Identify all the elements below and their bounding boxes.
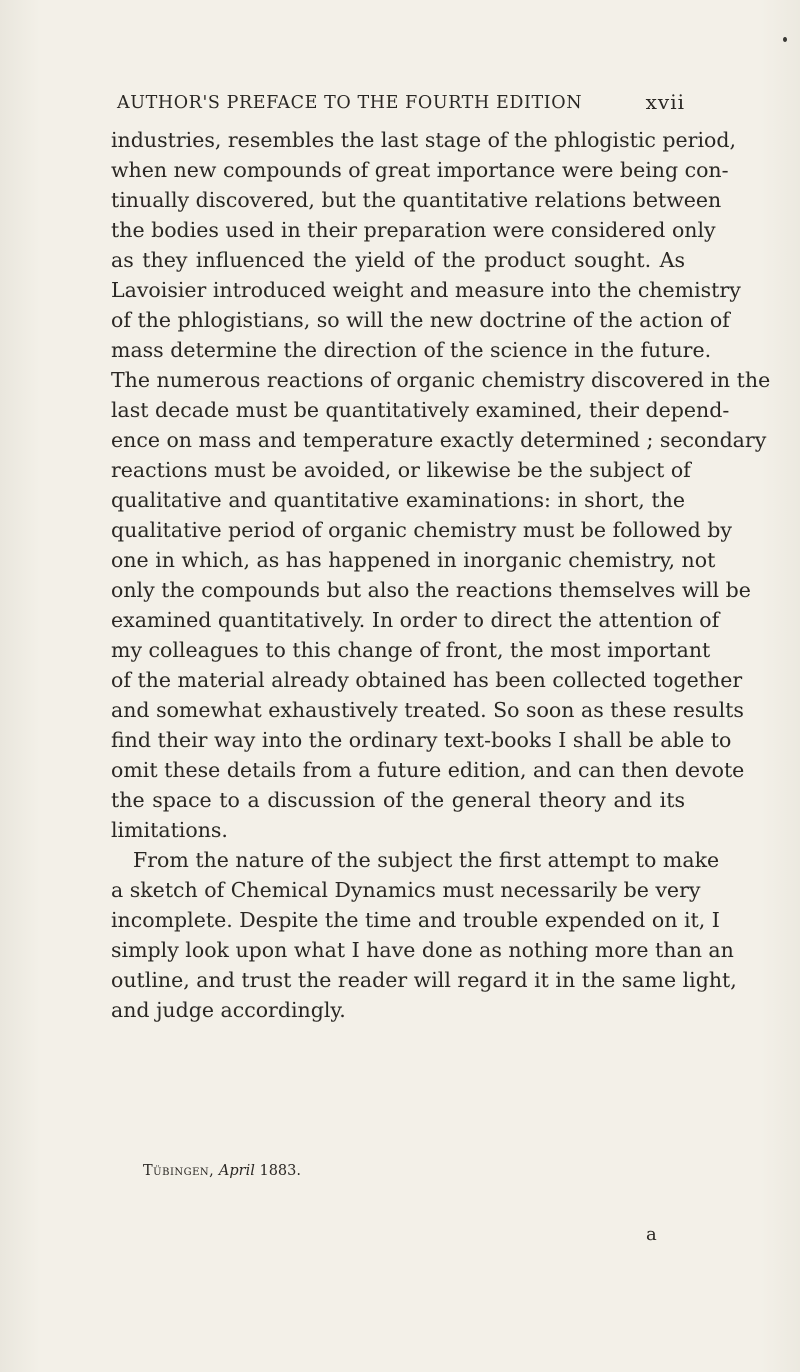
text-line: of the material already obtained has been collected together [111,668,743,692]
text-line: From the nature of the subject the first attempt to make [133,848,720,872]
text-line: industries, resembles the last stage of the phlogistic period, [111,128,736,152]
text-line: and somewhat exhaustively treated. So soon as these results [111,698,744,722]
text-line: a sketch of Chemical Dynamics must necessarily be very [111,878,701,902]
text-line: and judge accordingly. [111,998,346,1022]
text-line: qualitative and quantitative examinations: in short, the [111,488,685,512]
text-line: as they influenced the yield of the product sought. As [111,248,685,272]
text-line: the bodies used in their preparation were considered only [111,218,716,242]
body-text [111,125,771,1025]
text-line: when new compounds of great importance were being con- [111,158,729,182]
text-line: only the compounds but also the reactions themselves will be [111,578,751,602]
text-line: find their way into the ordinary text-books I shall be able to [111,728,732,752]
paragraph-1 [111,125,771,845]
running-head [105,90,685,117]
text-line: the space to a discussion of the general theory and its [111,788,685,812]
ink-speck [783,37,787,42]
signature-mark: a [646,1224,657,1245]
text-line: limitations. [111,818,228,842]
dateline [143,1163,301,1179]
text-line: simply look upon what I have done as nothing more than an [111,938,734,962]
text-line: my colleagues to this change of front, the most important [111,638,711,662]
text-line: omit these details from a future edition, and can then devote [111,758,745,782]
text-line: examined quantitatively. In order to direct the attention of [111,608,720,632]
dateline-place: Tübingen, [143,1163,215,1179]
text-line: one in which, as has happened in inorganic chemistry, not [111,548,716,572]
dateline-month: April [218,1163,255,1179]
text-line: incomplete. Despite the time and trouble expended on it, I [111,908,720,932]
text-line: reactions must be avoided, or likewise be the subject of [111,458,691,482]
text-line: ence on mass and temperature exactly determined ; secondary [111,428,767,452]
dateline-year: 1883. [259,1163,301,1179]
page-number: xvii [645,90,685,114]
text-line: tinually discovered, but the quantitative relations between [111,188,722,212]
text-line: of the phlogistians, so will the new doctrine of the action of [111,308,730,332]
running-head-title: AUTHOR'S PREFACE TO THE FOURTH EDITION [117,93,583,113]
text-line: Lavoisier introduced weight and measure into the chemistry [111,278,741,302]
paragraph-2 [111,845,737,1025]
text-line: last decade must be quantitatively examined, their depend- [111,398,730,422]
text-line: qualitative period of organic chemistry must be followed by [111,518,732,542]
text-line: mass determine the direction of the science in the future. [111,338,712,362]
text-line: The numerous reactions of organic chemistry discovered in the [111,368,771,392]
text-line: outline, and trust the reader will regard it in the same light, [111,968,737,992]
